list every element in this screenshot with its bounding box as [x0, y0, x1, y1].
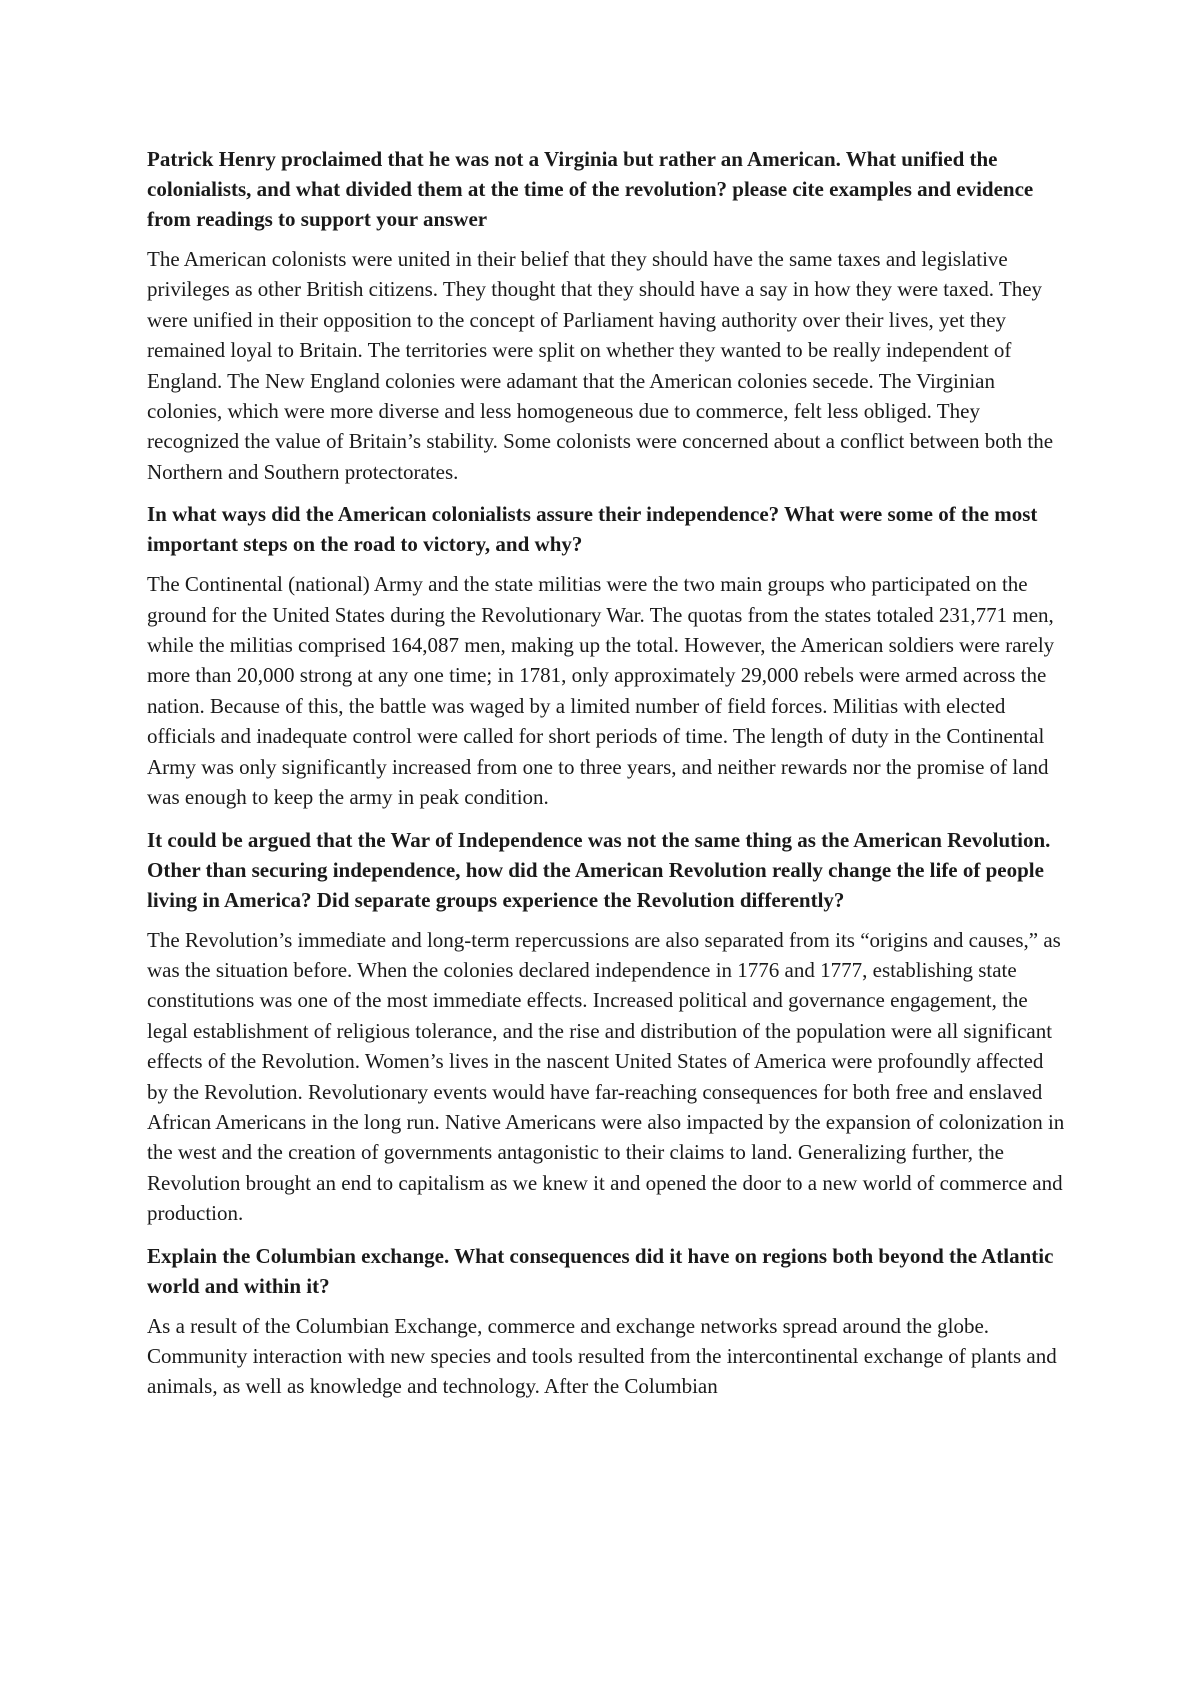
question-heading: It could be argued that the War of Independence was not the same thing as the American Revolution. Other than securing independence, how did the American Revolution really change the life of people living in America? Did separate groups experience the Revolution differently? [147, 827, 1051, 912]
question-heading: Patrick Henry proclaimed that he was not a Virginia but rather an American. What unified the colonialists, and what divided them at the time of the revolution? please cite examples and evidence from readings to support your answer [147, 147, 1034, 231]
question-heading: In what ways did the American colonialists assure their independence? What were some of the most important steps on the road to victory, and why? [147, 502, 1038, 557]
answer-paragraph: The American colonists were united in their belief that they should have the same taxes and legislative privileges as other British citizens. They thought that they should have a say in how they were taxed. They were unified in their opposition to the concept of Parliament having authority over their lives, yet they remained loyal to Britain. The territories were split on whether they wanted to be really independent of England. The New England colonies were adamant that the American colonies secede. The Virginian colonies, which were more diverse and less homogeneous due to commerce, felt less obliged. They recognized the value of Britain’s stability. Some colonists were concerned about a conflict between both the Northern and Southern protectorates. [147, 247, 1054, 484]
answer-paragraph: The Continental (national) Army and the state militias were the two main groups who participated on the ground for the United States during the Revolutionary War. The quotas from the states totaled 231,771 men, while the militias comprised 164,087 men, making up the total. However, the American soldiers were rarely more than 20,000 strong at any one time; in 1781, only approximately 29,000 rebels were armed across the nation. Because of this, the battle was waged by a limited number of field forces. Militias with elected officials and inadequate control were called for short periods of time. The length of duty in the Continental Army was only significantly increased from one to three years, and neither rewards nor the promise of land was enough to keep the army in peak condition. [147, 572, 1055, 810]
answer-paragraph: The Revolution’s immediate and long-term repercussions are also separated from its “origins and causes,” as was the situation before. When the colonies declared independence in 1776 and 1777, establishing state constitutions was one of the most immediate effects. Increased political and governance engagement, the legal establishment of religious tolerance, and the rise and distribution of the population were all significant effects of the Revolution. Women’s lives in the nascent United States of America were profoundly affected by the Revolution. Revolutionary events would have far-reaching consequences for both free and enslaved African Americans in the long run. Native Americans were also impacted by the expansion of colonization in the west and the creation of governments antagonistic to their claims to land. Generalizing further, the Revolution brought an end to capitalism as we knew it and opened the door to a new world of commerce and production. [147, 927, 1065, 1226]
document-body [147, 144, 1067, 1414]
question-heading: Explain the Columbian exchange. What consequences did it have on regions both beyond the Atlantic world and within it? [147, 1243, 1054, 1298]
answer-paragraph: As a result of the Columbian Exchange, commerce and exchange networks spread around the globe. Community interaction with new species and tools resulted from the intercontinental exchange of plants and animals, as well as knowledge and technology. After the Columbian [147, 1313, 1057, 1399]
